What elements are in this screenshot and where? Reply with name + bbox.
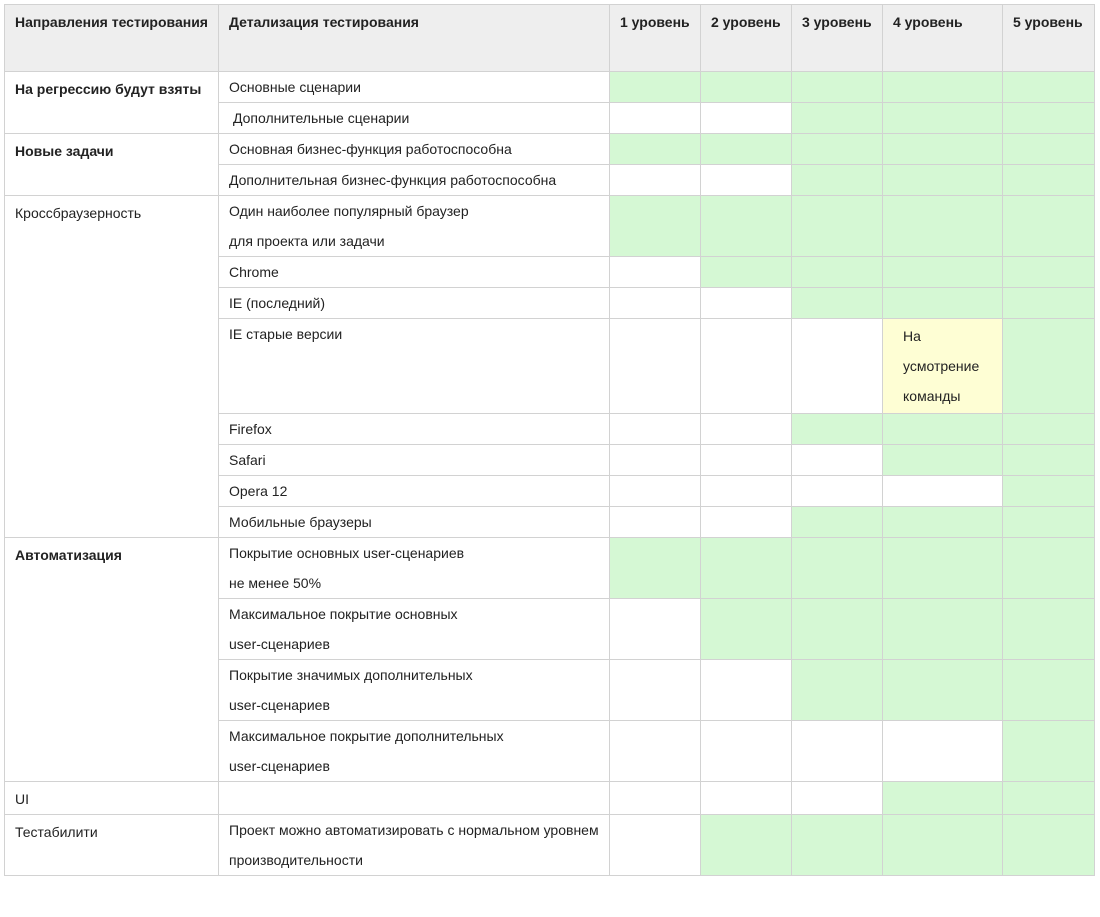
level-4-cell xyxy=(883,257,1003,288)
detail-cell xyxy=(219,72,610,103)
level-2-cell xyxy=(701,103,792,134)
level-4-cell xyxy=(883,103,1003,134)
section-title: Тестабилити xyxy=(5,815,219,876)
table-row xyxy=(5,782,1095,815)
detail-cell xyxy=(219,538,610,599)
level-2-cell xyxy=(701,507,792,538)
level-5-cell xyxy=(1003,134,1095,165)
level-3-cell xyxy=(792,288,883,319)
table-row xyxy=(5,134,1095,165)
level-1-cell xyxy=(610,288,701,319)
level-1-cell xyxy=(610,165,701,196)
detail-cell xyxy=(219,257,610,288)
test-levels-table xyxy=(4,4,1095,876)
table-row xyxy=(5,72,1095,103)
level-3-cell xyxy=(792,782,883,815)
level-5-cell xyxy=(1003,538,1095,599)
detail-line: Дополнительная бизнес-функция работоспособна xyxy=(229,172,557,188)
header-level-4: 4 уровень xyxy=(883,5,1003,72)
level-5-cell xyxy=(1003,599,1095,660)
level-5-cell xyxy=(1003,72,1095,103)
detail-line: Chrome xyxy=(229,264,279,280)
table-row xyxy=(5,815,1095,876)
detail-line: user-сценариев xyxy=(229,636,330,652)
level-4-cell xyxy=(883,538,1003,599)
level-1-cell xyxy=(610,134,701,165)
level-4-cell xyxy=(883,72,1003,103)
level-4-cell xyxy=(883,815,1003,876)
level-1-cell xyxy=(610,660,701,721)
section-title: Новые задачи xyxy=(5,134,219,196)
detail-line: Firefox xyxy=(229,421,272,437)
section-title: Кроссбраузерность xyxy=(5,196,219,538)
table-header xyxy=(5,5,1095,72)
level-5-cell xyxy=(1003,196,1095,257)
level-2-cell xyxy=(701,134,792,165)
level-2-cell xyxy=(701,815,792,876)
level-2-cell xyxy=(701,319,792,414)
header-level-1: 1 уровень xyxy=(610,5,701,72)
detail-cell xyxy=(219,815,610,876)
detail-line: IE (последний) xyxy=(229,295,325,311)
table-row xyxy=(5,538,1095,599)
detail-line: Мобильные браузеры xyxy=(229,514,372,530)
level-2-cell xyxy=(701,72,792,103)
level-4-cell xyxy=(883,165,1003,196)
level-2-cell xyxy=(701,721,792,782)
level-2-cell xyxy=(701,782,792,815)
level-3-cell xyxy=(792,476,883,507)
level-1-cell xyxy=(610,319,701,414)
detail-line: IE старые версии xyxy=(229,326,343,342)
detail-line: Покрытие значимых дополнительных xyxy=(229,667,473,683)
level-1-cell xyxy=(610,815,701,876)
level-4-cell xyxy=(883,319,1003,414)
detail-cell xyxy=(219,507,610,538)
detail-line: Один наиболее популярный браузер xyxy=(229,203,469,219)
level-5-cell xyxy=(1003,257,1095,288)
level-2-cell xyxy=(701,165,792,196)
level-4-cell xyxy=(883,660,1003,721)
level-1-cell xyxy=(610,72,701,103)
detail-cell xyxy=(219,196,610,257)
detail-cell xyxy=(219,414,610,445)
detail-line: Дополнительные сценарии xyxy=(233,110,410,126)
level-3-cell xyxy=(792,599,883,660)
level-1-cell xyxy=(610,538,701,599)
level-1-cell xyxy=(610,196,701,257)
level-4-cell xyxy=(883,288,1003,319)
detail-cell xyxy=(219,782,610,815)
detail-line: для проекта или задачи xyxy=(229,233,385,249)
header-direction: Направления тестирования xyxy=(5,5,219,72)
detail-line: user-сценариев xyxy=(229,758,330,774)
level-3-cell xyxy=(792,815,883,876)
level-1-cell xyxy=(610,414,701,445)
detail-line: Максимальное покрытие основных xyxy=(229,606,458,622)
level-note: На усмотрение команды xyxy=(903,328,980,404)
level-3-cell xyxy=(792,414,883,445)
level-2-cell xyxy=(701,288,792,319)
level-2-cell xyxy=(701,538,792,599)
level-5-cell xyxy=(1003,507,1095,538)
detail-line: производительности xyxy=(229,852,363,868)
level-4-cell xyxy=(883,196,1003,257)
level-4-cell xyxy=(883,507,1003,538)
level-3-cell xyxy=(792,660,883,721)
level-5-cell xyxy=(1003,660,1095,721)
level-3-cell xyxy=(792,165,883,196)
detail-line: Основные сценарии xyxy=(229,79,361,95)
level-2-cell xyxy=(701,476,792,507)
level-1-cell xyxy=(610,599,701,660)
level-2-cell xyxy=(701,599,792,660)
level-5-cell xyxy=(1003,782,1095,815)
section-title: Автоматизация xyxy=(5,538,219,782)
level-4-cell xyxy=(883,599,1003,660)
level-2-cell xyxy=(701,196,792,257)
table-body xyxy=(5,72,1095,876)
detail-cell xyxy=(219,660,610,721)
header-level-2: 2 уровень xyxy=(701,5,792,72)
header-level-3: 3 уровень xyxy=(792,5,883,72)
table-row xyxy=(5,196,1095,257)
detail-line: Safari xyxy=(229,452,266,468)
level-3-cell xyxy=(792,507,883,538)
level-1-cell xyxy=(610,103,701,134)
level-1-cell xyxy=(610,507,701,538)
level-3-cell xyxy=(792,196,883,257)
level-3-cell xyxy=(792,538,883,599)
level-2-cell xyxy=(701,660,792,721)
detail-cell xyxy=(219,103,610,134)
section-title: UI xyxy=(5,782,219,815)
detail-cell xyxy=(219,165,610,196)
detail-cell xyxy=(219,476,610,507)
level-3-cell xyxy=(792,257,883,288)
level-4-cell xyxy=(883,134,1003,165)
level-5-cell xyxy=(1003,476,1095,507)
detail-line: Проект можно автоматизировать с нормальном уровнем xyxy=(229,822,599,838)
detail-line: Покрытие основных user-сценариев xyxy=(229,545,465,561)
level-5-cell xyxy=(1003,103,1095,134)
level-3-cell xyxy=(792,72,883,103)
level-4-cell xyxy=(883,782,1003,815)
level-2-cell xyxy=(701,414,792,445)
level-5-cell xyxy=(1003,288,1095,319)
detail-cell xyxy=(219,599,610,660)
detail-cell xyxy=(219,445,610,476)
detail-cell xyxy=(219,288,610,319)
detail-cell xyxy=(219,319,610,414)
level-1-cell xyxy=(610,476,701,507)
level-5-cell xyxy=(1003,445,1095,476)
level-4-cell xyxy=(883,721,1003,782)
level-5-cell xyxy=(1003,165,1095,196)
header-level-5: 5 уровень xyxy=(1003,5,1095,72)
level-4-cell xyxy=(883,476,1003,507)
level-3-cell xyxy=(792,134,883,165)
level-5-cell xyxy=(1003,414,1095,445)
level-1-cell xyxy=(610,782,701,815)
detail-line: Максимальное покрытие дополнительных xyxy=(229,728,504,744)
detail-line: не менее 50% xyxy=(229,575,322,591)
level-3-cell xyxy=(792,319,883,414)
header-detail: Детализация тестирования xyxy=(219,5,610,72)
level-1-cell xyxy=(610,721,701,782)
header-row xyxy=(5,5,1095,72)
detail-line: Основная бизнес-функция работоспособна xyxy=(229,141,512,157)
level-3-cell xyxy=(792,721,883,782)
level-2-cell xyxy=(701,257,792,288)
section-title: На регрессию будут взяты xyxy=(5,72,219,134)
level-4-cell xyxy=(883,445,1003,476)
level-4-cell xyxy=(883,414,1003,445)
level-1-cell xyxy=(610,257,701,288)
detail-line: user-сценариев xyxy=(229,697,330,713)
level-5-cell xyxy=(1003,721,1095,782)
level-5-cell xyxy=(1003,815,1095,876)
detail-cell xyxy=(219,721,610,782)
level-3-cell xyxy=(792,445,883,476)
detail-cell xyxy=(219,134,610,165)
level-3-cell xyxy=(792,103,883,134)
level-5-cell xyxy=(1003,319,1095,414)
level-2-cell xyxy=(701,445,792,476)
level-1-cell xyxy=(610,445,701,476)
detail-line: Opera 12 xyxy=(229,483,288,499)
